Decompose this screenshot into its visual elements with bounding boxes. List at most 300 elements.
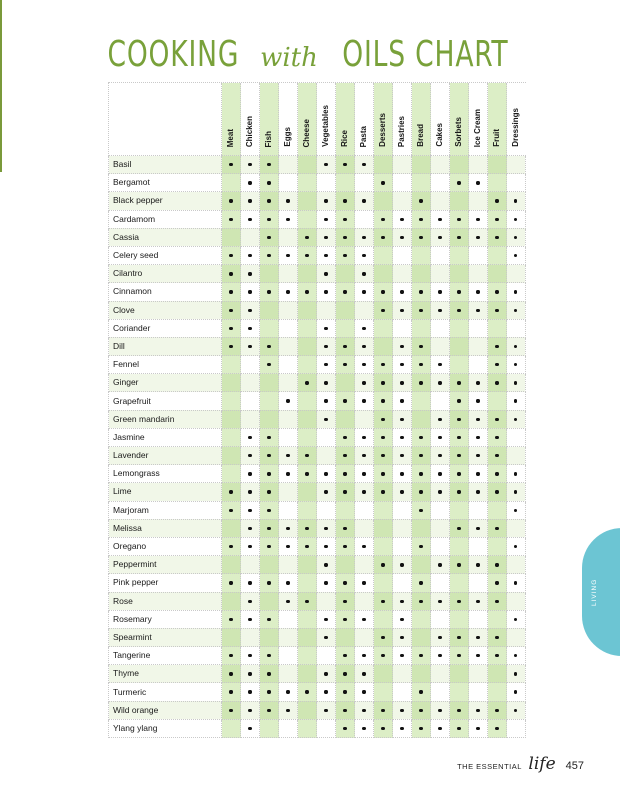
table-cell bbox=[469, 319, 488, 337]
table-row bbox=[109, 683, 526, 701]
usage-dot bbox=[343, 600, 346, 603]
table-cell bbox=[393, 265, 412, 283]
table-cell bbox=[488, 519, 507, 537]
table-cell bbox=[298, 465, 317, 483]
table-cell bbox=[469, 246, 488, 264]
usage-dot bbox=[438, 454, 441, 457]
usage-dot bbox=[248, 581, 251, 584]
usage-dot bbox=[457, 727, 460, 730]
usage-dot bbox=[229, 290, 232, 293]
usage-dot bbox=[362, 381, 365, 384]
usage-dot bbox=[305, 527, 308, 530]
column-header bbox=[488, 83, 507, 156]
table-cell bbox=[260, 665, 279, 683]
table-cell bbox=[355, 265, 374, 283]
usage-dot bbox=[362, 581, 365, 584]
table-cell bbox=[507, 719, 526, 737]
table-cell bbox=[450, 356, 469, 374]
usage-dot bbox=[324, 472, 327, 475]
usage-dot bbox=[514, 363, 517, 366]
usage-dot bbox=[438, 218, 441, 221]
table-cell bbox=[336, 319, 355, 337]
table-cell bbox=[298, 701, 317, 719]
table-cell bbox=[488, 537, 507, 555]
usage-dot bbox=[381, 490, 384, 493]
table-cell bbox=[241, 228, 260, 246]
table-cell bbox=[431, 228, 450, 246]
usage-dot bbox=[514, 490, 517, 493]
usage-dot bbox=[324, 581, 327, 584]
table-cell bbox=[393, 465, 412, 483]
usage-dot bbox=[438, 727, 441, 730]
usage-dot bbox=[343, 236, 346, 239]
table-cell bbox=[450, 301, 469, 319]
table-cell bbox=[222, 537, 241, 555]
table-cell bbox=[450, 665, 469, 683]
table-cell bbox=[317, 410, 336, 428]
table-cell bbox=[507, 410, 526, 428]
table-cell bbox=[298, 392, 317, 410]
table-cell bbox=[412, 428, 431, 446]
oil-name: Cassia bbox=[109, 228, 222, 246]
table-cell bbox=[241, 556, 260, 574]
table-cell bbox=[279, 592, 298, 610]
table-cell bbox=[355, 374, 374, 392]
table-cell bbox=[412, 265, 431, 283]
table-cell bbox=[317, 465, 336, 483]
table-cell bbox=[241, 519, 260, 537]
table-cell bbox=[241, 592, 260, 610]
table-cell bbox=[222, 665, 241, 683]
table-cell bbox=[450, 683, 469, 701]
table-row bbox=[109, 628, 526, 646]
table-cell bbox=[355, 428, 374, 446]
column-header bbox=[469, 83, 488, 156]
table-cell bbox=[393, 210, 412, 228]
table-cell bbox=[298, 501, 317, 519]
table-cell bbox=[279, 265, 298, 283]
table-cell bbox=[507, 374, 526, 392]
title-part-2: OILS CHART bbox=[342, 34, 509, 75]
table-cell bbox=[222, 410, 241, 428]
table-row bbox=[109, 392, 526, 410]
table-cell bbox=[317, 519, 336, 537]
table-row bbox=[109, 483, 526, 501]
table-cell bbox=[317, 701, 336, 719]
table-cell bbox=[393, 701, 412, 719]
usage-dot bbox=[324, 490, 327, 493]
table-body bbox=[109, 156, 526, 738]
usage-dot bbox=[476, 218, 479, 221]
table-cell bbox=[317, 265, 336, 283]
footer-brand: THE ESSENTIAL bbox=[457, 762, 522, 771]
usage-dot bbox=[248, 181, 251, 184]
usage-dot bbox=[248, 654, 251, 657]
table-cell bbox=[488, 483, 507, 501]
usage-dot bbox=[400, 381, 403, 384]
table-cell bbox=[260, 174, 279, 192]
table-row bbox=[109, 410, 526, 428]
table-cell bbox=[450, 465, 469, 483]
table-cell bbox=[279, 483, 298, 501]
table-cell bbox=[450, 265, 469, 283]
table-cell bbox=[393, 447, 412, 465]
table-cell bbox=[412, 174, 431, 192]
column-header-label: Cheese bbox=[302, 118, 311, 147]
table-cell bbox=[279, 228, 298, 246]
table-cell bbox=[431, 337, 450, 355]
table-cell bbox=[279, 537, 298, 555]
table-cell bbox=[374, 574, 393, 592]
table-cell bbox=[431, 537, 450, 555]
usage-dot bbox=[495, 236, 498, 239]
usage-dot bbox=[267, 181, 270, 184]
usage-dot bbox=[324, 418, 327, 421]
usage-dot bbox=[305, 472, 308, 475]
table-cell bbox=[507, 428, 526, 446]
table-cell bbox=[374, 156, 393, 174]
table-cell bbox=[507, 174, 526, 192]
table-cell bbox=[374, 283, 393, 301]
table-cell bbox=[488, 628, 507, 646]
table-cell bbox=[488, 210, 507, 228]
table-cell bbox=[279, 610, 298, 628]
usage-dot bbox=[305, 254, 308, 257]
usage-dot bbox=[419, 509, 422, 512]
table-cell bbox=[469, 483, 488, 501]
table-row bbox=[109, 174, 526, 192]
table-cell bbox=[222, 337, 241, 355]
table-cell bbox=[260, 537, 279, 555]
table-cell bbox=[431, 428, 450, 446]
usage-dot bbox=[419, 709, 422, 712]
usage-dot bbox=[286, 199, 289, 202]
table-cell bbox=[393, 428, 412, 446]
table-cell bbox=[469, 156, 488, 174]
table-cell bbox=[393, 574, 412, 592]
column-header bbox=[298, 83, 317, 156]
table-cell bbox=[222, 701, 241, 719]
table-cell bbox=[507, 483, 526, 501]
table-cell bbox=[222, 556, 241, 574]
usage-dot bbox=[324, 236, 327, 239]
column-header-label: Desserts bbox=[378, 113, 387, 147]
table-row bbox=[109, 246, 526, 264]
usage-dot bbox=[267, 672, 270, 675]
oil-name: Grapefruit bbox=[109, 392, 222, 410]
table-cell bbox=[355, 719, 374, 737]
table-cell bbox=[260, 574, 279, 592]
table-cell bbox=[279, 501, 298, 519]
usage-dot bbox=[476, 636, 479, 639]
usage-dot bbox=[400, 600, 403, 603]
table-cell bbox=[298, 246, 317, 264]
table-cell bbox=[450, 283, 469, 301]
table-cell bbox=[488, 356, 507, 374]
usage-dot bbox=[419, 309, 422, 312]
table-cell bbox=[450, 337, 469, 355]
table-cell bbox=[450, 501, 469, 519]
usage-dot bbox=[514, 472, 517, 475]
table-cell bbox=[450, 447, 469, 465]
usage-dot bbox=[362, 436, 365, 439]
table-cell bbox=[412, 610, 431, 628]
usage-dot bbox=[362, 727, 365, 730]
usage-dot bbox=[457, 454, 460, 457]
usage-dot bbox=[476, 236, 479, 239]
table-cell bbox=[241, 356, 260, 374]
oil-name: Rose bbox=[109, 592, 222, 610]
usage-dot bbox=[419, 436, 422, 439]
usage-dot bbox=[248, 618, 251, 621]
table-cell bbox=[241, 610, 260, 628]
table-cell bbox=[298, 156, 317, 174]
table-cell bbox=[450, 246, 469, 264]
table-cell bbox=[241, 319, 260, 337]
table-cell bbox=[298, 192, 317, 210]
table-cell bbox=[469, 428, 488, 446]
usage-dot bbox=[229, 690, 232, 693]
usage-dot bbox=[476, 418, 479, 421]
table-cell bbox=[431, 501, 450, 519]
table-cell bbox=[393, 356, 412, 374]
table-cell bbox=[222, 156, 241, 174]
usage-dot bbox=[495, 709, 498, 712]
usage-dot bbox=[229, 199, 232, 202]
table-cell bbox=[279, 283, 298, 301]
table-cell bbox=[317, 356, 336, 374]
table-cell bbox=[374, 592, 393, 610]
table-cell bbox=[336, 428, 355, 446]
table-cell bbox=[336, 574, 355, 592]
usage-dot bbox=[381, 727, 384, 730]
table-cell bbox=[450, 410, 469, 428]
table-cell bbox=[488, 610, 507, 628]
table-cell bbox=[393, 665, 412, 683]
table-cell bbox=[507, 246, 526, 264]
table-cell bbox=[241, 683, 260, 701]
table-cell bbox=[222, 356, 241, 374]
table-cell bbox=[374, 483, 393, 501]
usage-dot bbox=[381, 236, 384, 239]
table-cell bbox=[450, 537, 469, 555]
usage-dot bbox=[514, 290, 517, 293]
usage-dot bbox=[457, 490, 460, 493]
usage-dot bbox=[324, 399, 327, 402]
table-cell bbox=[469, 337, 488, 355]
table-cell bbox=[431, 392, 450, 410]
table-cell bbox=[241, 374, 260, 392]
table-cell bbox=[450, 428, 469, 446]
usage-dot bbox=[324, 636, 327, 639]
usage-dot bbox=[438, 290, 441, 293]
table-cell bbox=[488, 683, 507, 701]
table-cell bbox=[355, 610, 374, 628]
table-cell bbox=[374, 210, 393, 228]
table-cell bbox=[507, 265, 526, 283]
column-header bbox=[431, 83, 450, 156]
table-cell bbox=[431, 319, 450, 337]
table-cell bbox=[355, 628, 374, 646]
table-cell bbox=[336, 374, 355, 392]
usage-dot bbox=[495, 563, 498, 566]
table-cell bbox=[279, 701, 298, 719]
table-cell bbox=[431, 483, 450, 501]
table-cell bbox=[469, 374, 488, 392]
usage-dot bbox=[495, 381, 498, 384]
usage-dot bbox=[381, 418, 384, 421]
footer-brand-script: life bbox=[528, 754, 556, 774]
table-cell bbox=[317, 647, 336, 665]
table-cell bbox=[488, 719, 507, 737]
table-cell bbox=[317, 192, 336, 210]
table-cell bbox=[222, 392, 241, 410]
oil-name: Tangerine bbox=[109, 647, 222, 665]
table-cell bbox=[241, 283, 260, 301]
usage-dot bbox=[495, 527, 498, 530]
table-cell bbox=[336, 228, 355, 246]
usage-dot bbox=[267, 690, 270, 693]
table-cell bbox=[374, 356, 393, 374]
table-cell bbox=[279, 301, 298, 319]
table-cell bbox=[241, 719, 260, 737]
table-cell bbox=[374, 337, 393, 355]
table-cell bbox=[374, 537, 393, 555]
usage-dot bbox=[286, 399, 289, 402]
table-cell bbox=[450, 556, 469, 574]
table-cell bbox=[355, 210, 374, 228]
usage-dot bbox=[286, 290, 289, 293]
table-cell bbox=[336, 683, 355, 701]
table-cell bbox=[507, 356, 526, 374]
table-cell bbox=[355, 592, 374, 610]
table-row bbox=[109, 701, 526, 719]
usage-dot bbox=[362, 618, 365, 621]
table-cell bbox=[317, 228, 336, 246]
table-cell bbox=[412, 301, 431, 319]
table-cell bbox=[260, 192, 279, 210]
table-cell bbox=[279, 192, 298, 210]
oil-name: Celery seed bbox=[109, 246, 222, 264]
table-cell bbox=[222, 246, 241, 264]
table-cell bbox=[298, 683, 317, 701]
usage-dot bbox=[400, 618, 403, 621]
table-cell bbox=[260, 610, 279, 628]
column-header-label: Sorbets bbox=[454, 117, 463, 147]
oil-name: Oregano bbox=[109, 537, 222, 555]
table-cell bbox=[355, 228, 374, 246]
table-cell bbox=[431, 683, 450, 701]
usage-dot bbox=[400, 290, 403, 293]
table-cell bbox=[488, 246, 507, 264]
table-cell bbox=[260, 483, 279, 501]
usage-dot bbox=[305, 600, 308, 603]
usage-dot bbox=[324, 563, 327, 566]
table-cell bbox=[374, 610, 393, 628]
table-cell bbox=[222, 428, 241, 446]
usage-dot bbox=[476, 309, 479, 312]
usage-dot bbox=[476, 399, 479, 402]
usage-dot bbox=[438, 563, 441, 566]
table-cell bbox=[507, 665, 526, 683]
table-cell bbox=[317, 628, 336, 646]
usage-dot bbox=[229, 345, 232, 348]
table-cell bbox=[260, 592, 279, 610]
usage-dot bbox=[248, 290, 251, 293]
usage-dot bbox=[381, 399, 384, 402]
table-cell bbox=[431, 356, 450, 374]
table-cell bbox=[317, 556, 336, 574]
table-cell bbox=[488, 283, 507, 301]
usage-dot bbox=[514, 509, 517, 512]
table-cell bbox=[279, 410, 298, 428]
table-cell bbox=[412, 337, 431, 355]
usage-dot bbox=[267, 581, 270, 584]
table-cell bbox=[222, 465, 241, 483]
column-header-label: Fruit bbox=[492, 129, 501, 147]
usage-dot bbox=[305, 290, 308, 293]
usage-dot bbox=[476, 181, 479, 184]
table-cell bbox=[241, 337, 260, 355]
table-cell bbox=[355, 465, 374, 483]
table-cell bbox=[241, 156, 260, 174]
usage-dot bbox=[400, 563, 403, 566]
table-cell bbox=[412, 719, 431, 737]
usage-dot bbox=[324, 290, 327, 293]
usage-dot bbox=[419, 690, 422, 693]
table-cell bbox=[222, 501, 241, 519]
column-header bbox=[412, 83, 431, 156]
column-header bbox=[355, 83, 374, 156]
table-cell bbox=[412, 647, 431, 665]
usage-dot bbox=[267, 454, 270, 457]
table-cell bbox=[450, 392, 469, 410]
usage-dot bbox=[381, 600, 384, 603]
usage-dot bbox=[457, 472, 460, 475]
usage-dot bbox=[438, 636, 441, 639]
table-cell bbox=[260, 246, 279, 264]
table-cell bbox=[374, 301, 393, 319]
table-cell bbox=[222, 592, 241, 610]
table-row bbox=[109, 465, 526, 483]
table-cell bbox=[488, 447, 507, 465]
table-cell bbox=[393, 228, 412, 246]
table-cell bbox=[374, 519, 393, 537]
table-cell bbox=[298, 537, 317, 555]
usage-dot bbox=[248, 527, 251, 530]
usage-dot bbox=[324, 345, 327, 348]
table-cell bbox=[469, 647, 488, 665]
table-cell bbox=[336, 701, 355, 719]
table-cell bbox=[393, 301, 412, 319]
table-cell bbox=[450, 483, 469, 501]
usage-dot bbox=[457, 436, 460, 439]
column-header bbox=[222, 83, 241, 156]
table-cell bbox=[374, 428, 393, 446]
table-cell bbox=[317, 337, 336, 355]
table-cell bbox=[393, 483, 412, 501]
table-cell bbox=[241, 574, 260, 592]
table-cell bbox=[374, 410, 393, 428]
usage-dot bbox=[438, 436, 441, 439]
usage-dot bbox=[343, 363, 346, 366]
usage-dot bbox=[438, 490, 441, 493]
table-cell bbox=[260, 337, 279, 355]
usage-dot bbox=[229, 490, 232, 493]
usage-dot bbox=[400, 490, 403, 493]
usage-dot bbox=[248, 490, 251, 493]
table-cell bbox=[241, 265, 260, 283]
